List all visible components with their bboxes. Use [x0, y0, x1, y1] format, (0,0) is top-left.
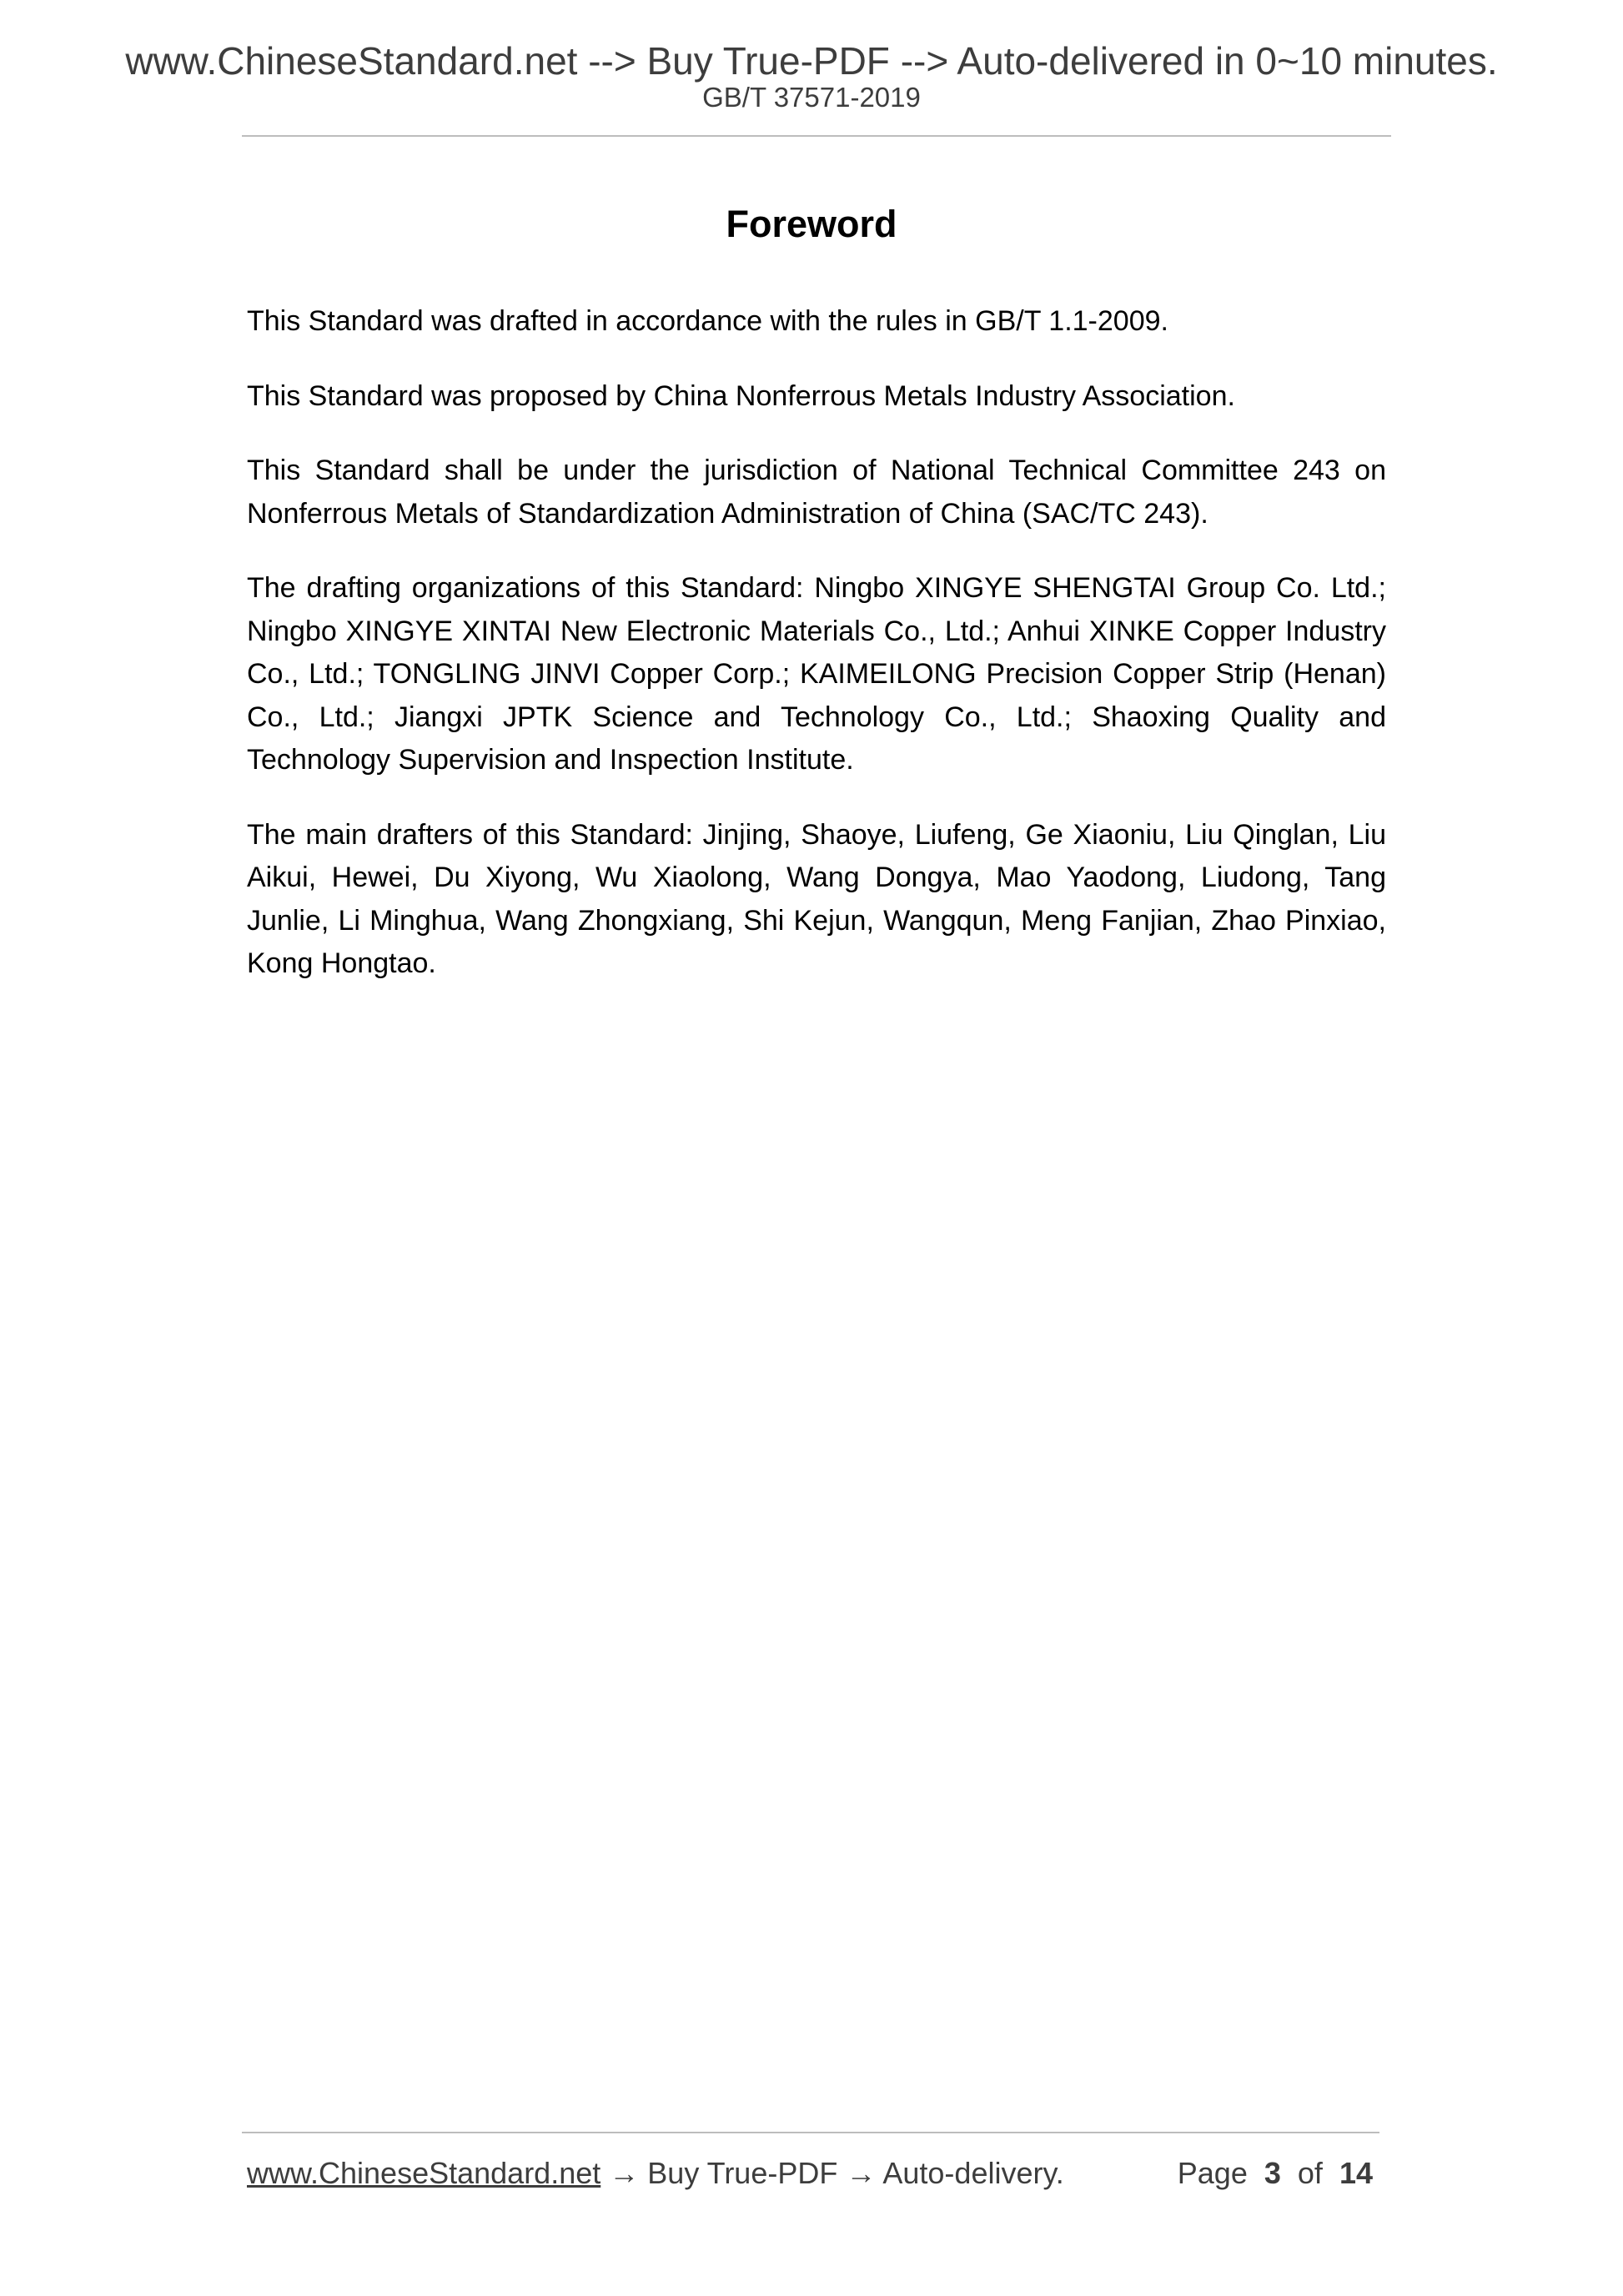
header-divider: [242, 135, 1391, 137]
footer-promo: [247, 2158, 1064, 2188]
page-title: Foreword: [726, 203, 897, 245]
paragraph-drafting-organizations: The drafting organizations of this Standard: Ningbo XINGYE SHENGTAI Group Co. Ltd.; Ningbo XINGYE XINTAI New Electronic Materials Co., Ltd.; Anhui XINKE Copper Industry Co., Ltd.; TONGLING JINVI Copper Corp.; KAIMEILONG Precision Copper Strip (Henan) Co., Ltd.; Jiangxi JPTK Science and Technology Co., Ltd.; Shaoxing Quality and Technology Supervision and Inspection Institute.: [247, 572, 1386, 776]
right-arrow-icon: →: [609, 2156, 640, 2190]
footer-site-link[interactable]: www.ChineseStandard.net: [247, 2156, 601, 2190]
page-total: 14: [1339, 2156, 1373, 2190]
paragraph-jurisdiction: This Standard shall be under the jurisdiction of National Technical Committee 243 on Nonferrous Metals of Standardization Administration of China (SAC/TC 243).: [247, 455, 1386, 530]
page-label: Page: [1177, 2156, 1248, 2190]
top-banner: www.ChineseStandard.net --> Buy True-PDF --> Auto-delivered in 0~10 minutes.: [125, 39, 1498, 83]
page-current: 3: [1264, 2156, 1281, 2190]
paragraph-main-drafters: The main drafters of this Standard: Jinjing, Shaoye, Liufeng, Ge Xiaoniu, Liu Qinglan, Liu Aikui, Hewei, Du Xiyong, Wu Xiaolong, Wang Dongya, Mao Yaodong, Liudong, Tang Junlie, Li Minghua, Wang Zhongxiang, Shi Kejun, Wangqun, Meng Fanjian, Zhao Pinxiao, Kong Hongtao.: [247, 818, 1386, 979]
footer-delivery-text: Auto-delivery.: [882, 2156, 1064, 2190]
page-of-label: of: [1297, 2156, 1323, 2190]
footer-buy-text: Buy True-PDF: [647, 2156, 838, 2190]
foreword-body: [247, 300, 1386, 1017]
footer-divider: [242, 2132, 1379, 2133]
right-arrow-icon: →: [846, 2156, 877, 2190]
page-indicator: [1178, 2158, 1373, 2188]
document-number: GB/T 37571-2019: [702, 82, 921, 113]
paragraph-proposer: This Standard was proposed by China Nonferrous Metals Industry Association.: [247, 379, 1235, 412]
paragraph-drafting-rules: This Standard was drafted in accordance with the rules in GB/T 1.1-2009.: [247, 305, 1168, 337]
